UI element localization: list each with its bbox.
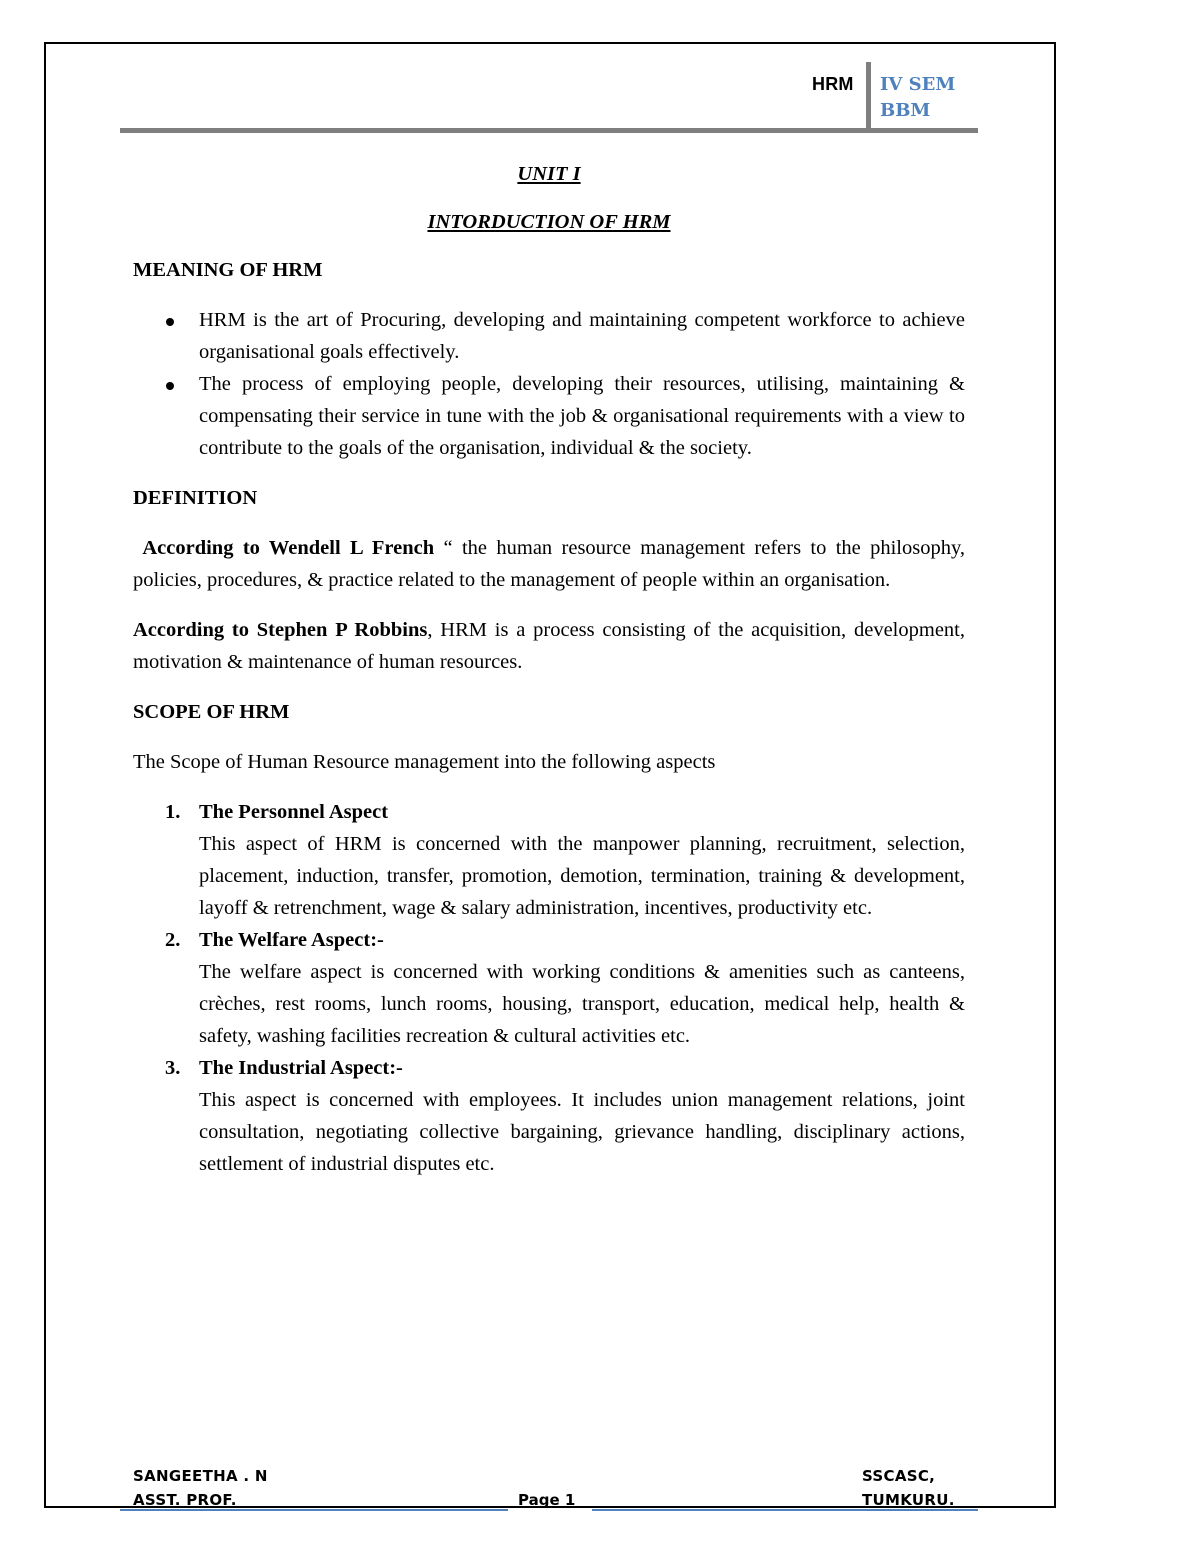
unit-title: UNIT I — [517, 163, 581, 185]
meaning-list — [133, 304, 965, 464]
footer-college: SSCASC, — [862, 1467, 936, 1485]
list-item — [165, 924, 965, 1052]
list-number: 1. — [165, 801, 181, 823]
definition-french-author: According to Wendell L French — [142, 537, 435, 559]
definition-robbins-text: , HRM is a process consisting of the acquisition, development, motivation & maintenance of human resources. — [133, 619, 965, 673]
document-body — [133, 158, 965, 1180]
scope-item-text: This aspect of HRM is concerned with the manpower planning, recruitment, selection, placement, induction, transfer, promotion, demotion, termination, training & development, layoff & retrenchment, wage & salary administration, incentives, productivity etc. — [199, 833, 965, 919]
footer-rule-left — [120, 1509, 508, 1511]
scope-intro: The Scope of Human Resource management into the following aspects — [133, 751, 716, 773]
scope-item-text: This aspect is concerned with employees. It includes union management relations, joint consultation, negotiating collective bargaining, grievance handling, disciplinary actions, settlement of industrial disputes etc. — [199, 1089, 965, 1175]
header-rule — [120, 128, 978, 133]
list-item — [165, 796, 965, 924]
footer-page-number: Page 1 — [518, 1491, 576, 1509]
scope-list — [133, 796, 965, 1180]
definition-heading: DEFINITION — [133, 487, 258, 509]
header-divider — [866, 62, 871, 128]
footer-institution — [862, 1464, 955, 1512]
header-semester-block — [880, 72, 955, 124]
scope-item-title: The Welfare Aspect:- — [199, 929, 384, 951]
scope-item-title: The Industrial Aspect:- — [199, 1057, 403, 1079]
meaning-bullet-text: HRM is the art of Procuring, developing and maintaining competent workforce to achieve organisational goals effectively. — [199, 309, 965, 363]
list-item — [199, 368, 965, 464]
footer-author-title: ASST. PROF. — [133, 1491, 237, 1509]
header-semester: IV SEM — [880, 74, 956, 95]
list-item — [165, 1052, 965, 1180]
scope-heading: SCOPE OF HRM — [133, 701, 290, 723]
meaning-bullet-text: The process of employing people, developing their resources, utilising, maintaining & compensating their service in tune with the job & organisational requirements with a view to contribute to the goals of the organisation, individual & the society. — [199, 373, 965, 459]
definition-french — [133, 532, 965, 596]
definition-robbins — [133, 614, 965, 678]
list-item — [199, 304, 965, 368]
chapter-title: INTORDUCTION OF HRM — [427, 211, 671, 233]
list-number: 3. — [165, 1057, 181, 1079]
definition-robbins-author: According to Stephen P Robbins — [133, 619, 428, 641]
header-course: BBM — [880, 100, 931, 121]
meaning-heading: MEANING OF HRM — [133, 259, 323, 281]
bullet-icon — [166, 318, 174, 326]
header-subject: HRM — [812, 74, 854, 94]
bullet-icon — [166, 382, 174, 390]
footer-author — [133, 1464, 268, 1512]
footer-author-name: SANGEETHA . N — [133, 1467, 268, 1485]
list-number: 2. — [165, 929, 181, 951]
scope-item-title: The Personnel Aspect — [199, 801, 389, 823]
footer-rule-right — [592, 1509, 978, 1511]
scope-item-text: The welfare aspect is concerned with working conditions & amenities such as canteens, crèches, rest rooms, lunch rooms, housing, transport, education, medical help, health & safety, washing facilities recreation & cultural activities etc. — [199, 961, 965, 1047]
definition-french-text: “ the human resource management refers to the philosophy, policies, procedures, & practice related to the management of people within an organisation. — [133, 537, 966, 591]
footer-city: TUMKURU. — [862, 1491, 955, 1509]
